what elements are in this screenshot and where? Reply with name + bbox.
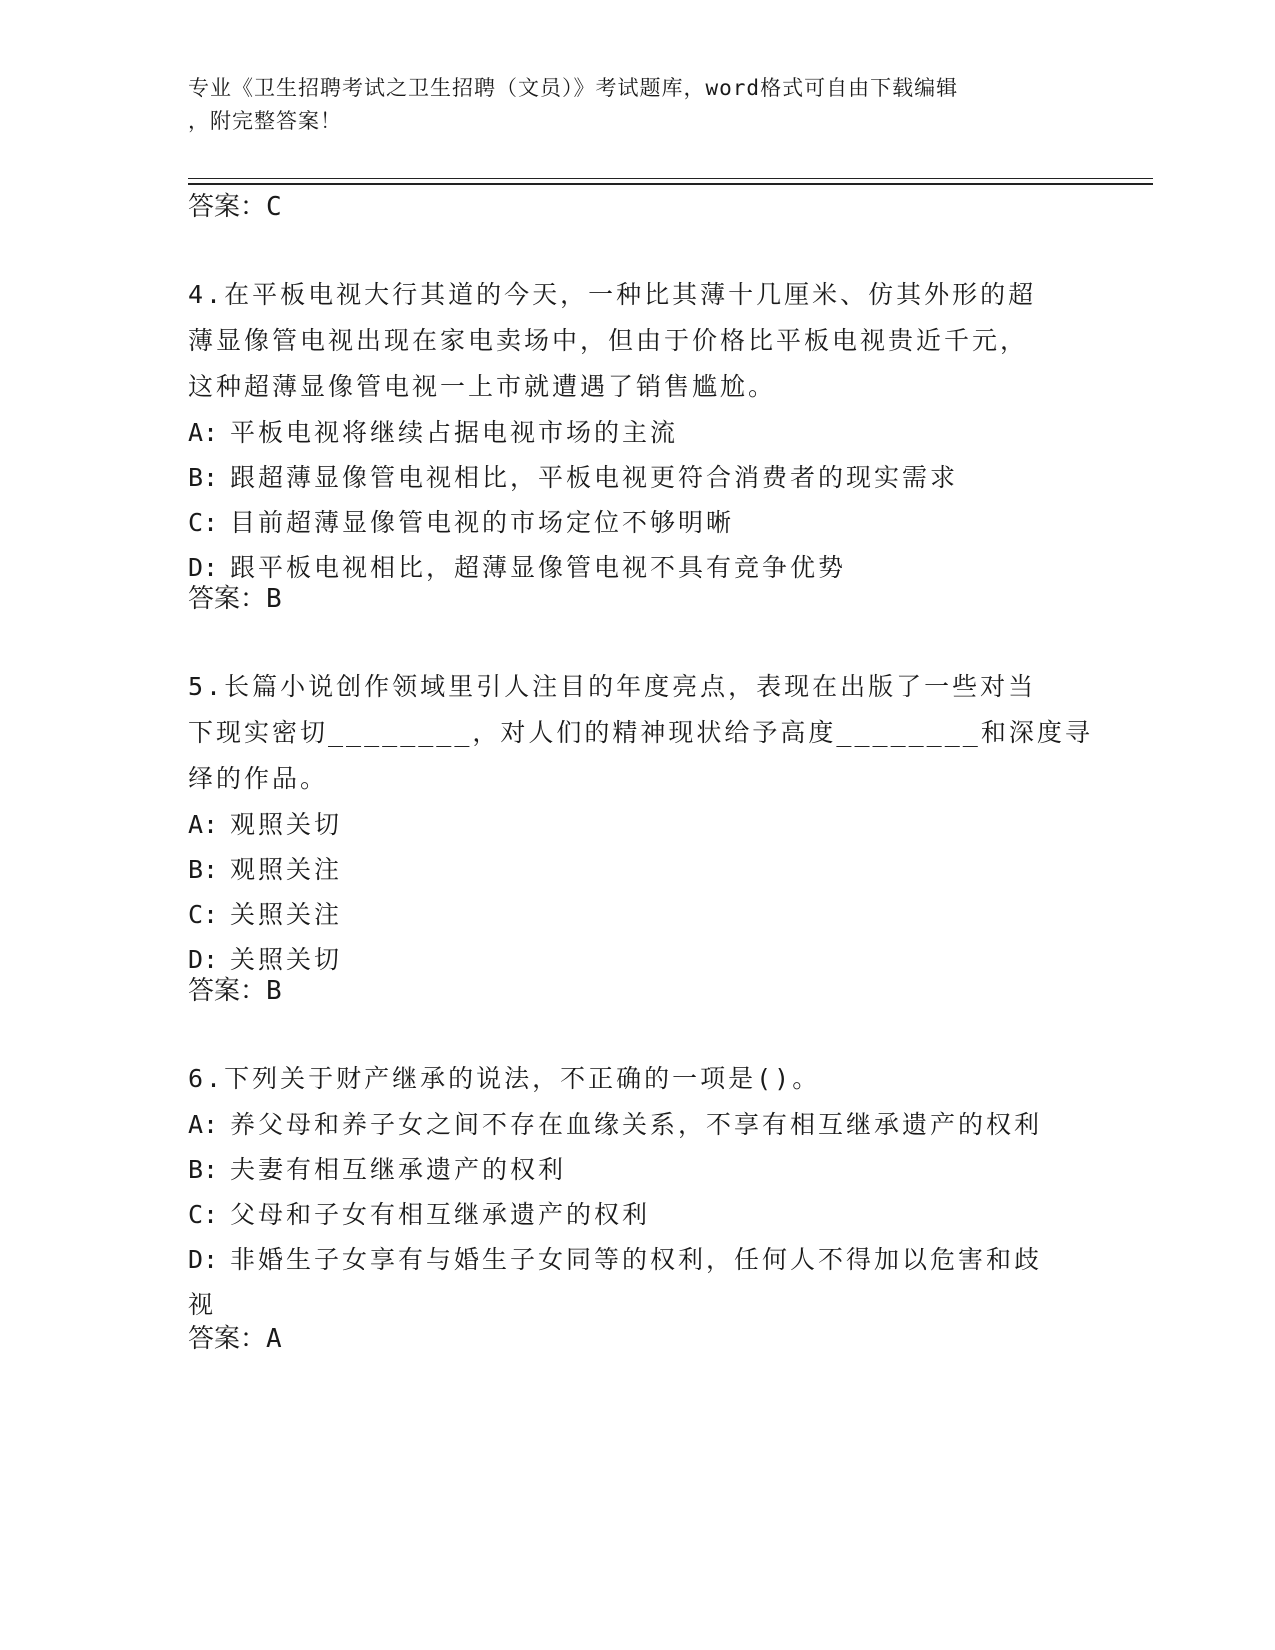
stem-line: 下现实密切________，对人们的精神现状给予高度________和深度寻 xyxy=(188,718,1093,747)
option-b xyxy=(188,847,1088,892)
answer-value: C xyxy=(266,192,282,222)
option-letter: D: xyxy=(188,945,219,974)
option-text-continuation: 视 xyxy=(188,1290,217,1319)
answer-line-5 xyxy=(188,974,282,1008)
option-a xyxy=(188,802,1088,847)
option-letter: D: xyxy=(188,553,219,582)
answer-value: B xyxy=(266,584,282,614)
option-a xyxy=(188,410,1088,455)
option-text: 观照关注 xyxy=(230,855,343,884)
option-letter: C: xyxy=(188,900,219,929)
document-header xyxy=(188,72,1088,138)
option-letter: C: xyxy=(188,508,219,537)
answer-label: 答案： xyxy=(188,584,267,614)
header-rule-thick xyxy=(188,183,1153,185)
question-stem xyxy=(188,1056,1088,1102)
option-c xyxy=(188,1192,1088,1237)
option-c xyxy=(188,892,1088,937)
option-text: 目前超薄显像管电视的市场定位不够明晰 xyxy=(230,508,735,537)
header-line-2: ，附完整答案！ xyxy=(188,109,342,133)
stem-line: 4.在平板电视大行其道的今天，一种比其薄十几厘米、仿其外形的超 xyxy=(188,280,1037,309)
option-c xyxy=(188,500,1088,545)
option-letter: A: xyxy=(188,1110,219,1139)
stem-line: 6.下列关于财产继承的说法，不正确的一项是()。 xyxy=(188,1064,821,1093)
option-b xyxy=(188,455,1088,500)
answer-line-prev xyxy=(188,190,282,224)
question-stem xyxy=(188,664,1093,802)
option-letter: C: xyxy=(188,1200,219,1229)
answer-line-6 xyxy=(188,1322,282,1356)
option-text: 养父母和养子女之间不存在血缘关系，不享有相互继承遗产的权利 xyxy=(230,1110,1043,1139)
option-a xyxy=(188,1102,1088,1147)
stem-line: 这种超薄显像管电视一上市就遭遇了销售尴尬。 xyxy=(188,372,777,401)
question-stem xyxy=(188,272,1088,410)
option-d xyxy=(188,937,1088,982)
option-letter: A: xyxy=(188,418,219,447)
question-6 xyxy=(188,1056,1088,1327)
option-d xyxy=(188,545,1088,590)
option-text: 观照关切 xyxy=(230,810,343,839)
question-5 xyxy=(188,664,1093,982)
answer-label: 答案： xyxy=(188,976,267,1006)
option-letter: A: xyxy=(188,810,219,839)
answer-label: 答案： xyxy=(188,1324,267,1354)
answer-label: 答案： xyxy=(188,192,267,222)
header-rule-thin xyxy=(188,178,1153,179)
option-text: 父母和子女有相互继承遗产的权利 xyxy=(230,1200,651,1229)
option-letter: B: xyxy=(188,1155,219,1184)
option-text: 关照关切 xyxy=(230,945,343,974)
answer-value: A xyxy=(266,1324,282,1354)
option-text: 平板电视将继续占据电视市场的主流 xyxy=(230,418,679,447)
option-text: 关照关注 xyxy=(230,900,343,929)
stem-line: 5.长篇小说创作领域里引人注目的年度亮点，表现在出版了一些对当 xyxy=(188,672,1037,701)
option-text: 跟超薄显像管电视相比，平板电视更符合消费者的现实需求 xyxy=(230,463,959,492)
option-d xyxy=(188,1237,1088,1327)
option-text: 夫妻有相互继承遗产的权利 xyxy=(230,1155,567,1184)
option-b xyxy=(188,1147,1088,1192)
question-4 xyxy=(188,272,1088,590)
answer-value: B xyxy=(266,976,282,1006)
option-letter: B: xyxy=(188,855,219,884)
stem-line: 绎的作品。 xyxy=(188,764,329,793)
answer-line-4 xyxy=(188,582,282,616)
option-text: 跟平板电视相比，超薄显像管电视不具有竞争优势 xyxy=(230,553,847,582)
header-line-1: 专业《卫生招聘考试之卫生招聘（文员）》考试题库，word格式可自由下载编辑 xyxy=(188,76,959,100)
option-text: 非婚生子女享有与婚生子女同等的权利，任何人不得加以危害和歧 xyxy=(230,1245,1043,1274)
option-letter: B: xyxy=(188,463,219,492)
option-letter: D: xyxy=(188,1245,219,1274)
stem-line: 薄显像管电视出现在家电卖场中，但由于价格比平板电视贵近千元， xyxy=(188,326,1029,355)
